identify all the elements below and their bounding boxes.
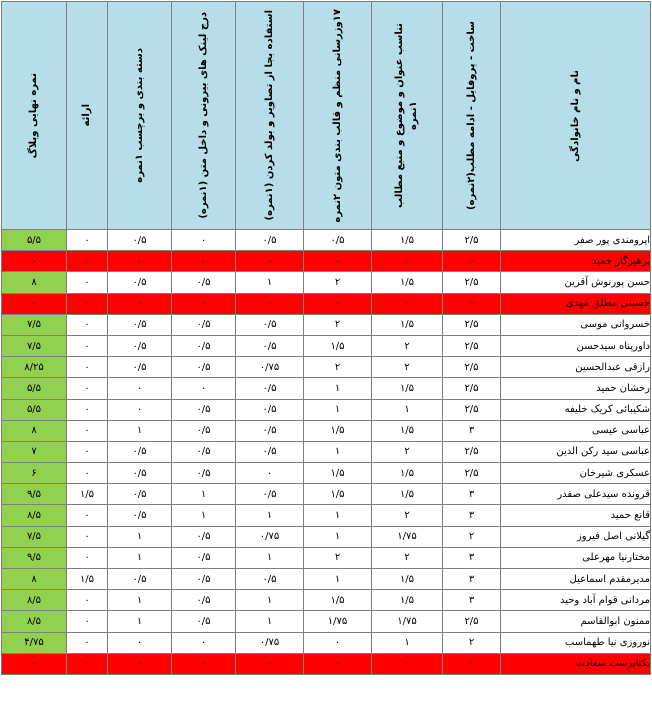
cell-name: شکیبائی کریک خلیفه: [501, 399, 651, 420]
cell-build: -: [443, 251, 501, 272]
cell-tags: ۱: [108, 590, 172, 611]
col-header-tags: [108, 2, 172, 230]
cell-links: ۰/۵: [172, 399, 236, 420]
cell-presentation: -: [67, 251, 108, 272]
cell-name: عباسی سید رکن الدین: [501, 441, 651, 462]
cell-build: ۲/۵: [443, 463, 501, 484]
cell-tags: ۰: [108, 632, 172, 653]
col-header-images-text: استفاده بجا از تصاویر و بولد کردن (۱نمره): [263, 10, 275, 221]
cell-links: -: [172, 251, 236, 272]
cell-links: -: [172, 293, 236, 314]
cell-final: ۸: [2, 569, 67, 590]
cell-presentation: ۱/۵: [67, 484, 108, 505]
cell-images: ۰: [236, 463, 304, 484]
cell-final: ۸/۲۵: [2, 357, 67, 378]
cell-tags: ۱: [108, 420, 172, 441]
cell-presentation: -: [67, 293, 108, 314]
cell-build: -: [443, 293, 501, 314]
cell-tags: ۱: [108, 547, 172, 568]
cell-relevance: ۱/۵: [372, 463, 443, 484]
cell-images: -: [236, 653, 304, 674]
cell-links: ۰/۵: [172, 611, 236, 632]
cell-name: مردانی قوام آباد وحید: [501, 590, 651, 611]
cell-final: ۹/۵: [2, 484, 67, 505]
cell-presentation: ۰: [67, 441, 108, 462]
cell-relevance: ۲: [372, 441, 443, 462]
cell-links: ۰/۵: [172, 547, 236, 568]
cell-final: ۸: [2, 420, 67, 441]
cell-presentation: ۰: [67, 611, 108, 632]
table-row: [2, 314, 651, 335]
cell-presentation: -: [67, 653, 108, 674]
table-row: [2, 569, 651, 590]
cell-name: پرهیزگار حمید: [501, 251, 651, 272]
cell-images: ۱: [236, 272, 304, 293]
cell-name: ممنون ابوالقاسم: [501, 611, 651, 632]
cell-links: ۰/۵: [172, 420, 236, 441]
cell-presentation: ۰: [67, 420, 108, 441]
cell-tags: ۰: [108, 378, 172, 399]
cell-final: -: [2, 653, 67, 674]
cell-relevance: ۲: [372, 357, 443, 378]
col-header-presentation: [67, 2, 108, 230]
cell-update: ۱: [304, 526, 372, 547]
cell-build: ۳: [443, 590, 501, 611]
cell-update: ۱/۵: [304, 463, 372, 484]
cell-name: عباسی عیسی: [501, 420, 651, 441]
cell-build: ۲/۵: [443, 272, 501, 293]
cell-update: ۱: [304, 441, 372, 462]
cell-build: ۲/۵: [443, 399, 501, 420]
cell-tags: ۱: [108, 526, 172, 547]
cell-relevance: ۱/۵: [372, 590, 443, 611]
col-header-links-text: درج لینک های بیرونی و داخل متن (۱نمره): [197, 12, 209, 219]
table-row: [2, 505, 651, 526]
cell-name: قانع حمید: [501, 505, 651, 526]
cell-presentation: ۰: [67, 357, 108, 378]
cell-build: ۳: [443, 547, 501, 568]
cell-tags: ۰/۵: [108, 463, 172, 484]
table-row: [2, 632, 651, 653]
table-row: [2, 272, 651, 293]
cell-links: ۰: [172, 230, 236, 251]
table-row: [2, 547, 651, 568]
cell-name: مختارنیا مهرعلی: [501, 547, 651, 568]
cell-name: رخشان حمید: [501, 378, 651, 399]
cell-images: ۰/۵: [236, 399, 304, 420]
cell-final: -: [2, 293, 67, 314]
cell-update: ۲: [304, 357, 372, 378]
table-row: [2, 399, 651, 420]
table-row: [2, 378, 651, 399]
table-row: [2, 230, 651, 251]
cell-update: ۱/۵: [304, 420, 372, 441]
cell-presentation: ۰: [67, 547, 108, 568]
table-row: [2, 335, 651, 356]
cell-links: ۰/۵: [172, 357, 236, 378]
cell-name: عسکری شیرخان: [501, 463, 651, 484]
cell-links: -: [172, 653, 236, 674]
cell-tags: -: [108, 251, 172, 272]
cell-images: ۰/۵: [236, 484, 304, 505]
cell-relevance: ۱/۵: [372, 314, 443, 335]
cell-links: ۰/۵: [172, 314, 236, 335]
cell-update: ۲: [304, 272, 372, 293]
cell-tags: ۰/۵: [108, 272, 172, 293]
cell-presentation: ۰: [67, 505, 108, 526]
cell-update: -: [304, 251, 372, 272]
cell-build: ۲/۵: [443, 314, 501, 335]
cell-name: نوروزی نیا طهماسب: [501, 632, 651, 653]
cell-links: ۱: [172, 505, 236, 526]
cell-relevance: ۲: [372, 547, 443, 568]
cell-update: ۰/۵: [304, 230, 372, 251]
cell-relevance: ۱/۵: [372, 569, 443, 590]
cell-links: ۰: [172, 378, 236, 399]
table-row: [2, 611, 651, 632]
col-header-final: [2, 2, 67, 230]
cell-build: ۲/۵: [443, 357, 501, 378]
cell-tags: ۰: [108, 399, 172, 420]
cell-final: ۸/۵: [2, 611, 67, 632]
cell-tags: ۰/۵: [108, 441, 172, 462]
cell-relevance: -: [372, 653, 443, 674]
cell-tags: ۰/۵: [108, 314, 172, 335]
cell-tags: ۰/۵: [108, 505, 172, 526]
cell-update: ۱/۷۵: [304, 611, 372, 632]
cell-update: ۱/۵: [304, 335, 372, 356]
cell-presentation: ۱/۵: [67, 569, 108, 590]
cell-tags: ۰/۵: [108, 357, 172, 378]
cell-final: ۵/۵: [2, 230, 67, 251]
cell-relevance: ۱/۷۵: [372, 526, 443, 547]
cell-presentation: ۰: [67, 272, 108, 293]
table-row: [2, 293, 651, 314]
cell-update: ۱/۵: [304, 484, 372, 505]
cell-tags: ۰/۵: [108, 335, 172, 356]
cell-images: ۱: [236, 590, 304, 611]
cell-final: ۴/۷۵: [2, 632, 67, 653]
header-row: [2, 2, 651, 230]
cell-presentation: ۰: [67, 378, 108, 399]
col-header-build: [443, 2, 501, 230]
cell-final: ۵/۵: [2, 399, 67, 420]
cell-tags: ۰/۵: [108, 230, 172, 251]
cell-relevance: ۱/۷۵: [372, 611, 443, 632]
col-header-name-text: نام و نام خانوادگی: [569, 69, 581, 162]
col-header-name: [501, 2, 651, 230]
cell-build: ۳: [443, 505, 501, 526]
cell-images: ۰/۵: [236, 378, 304, 399]
table-row: [2, 653, 651, 674]
cell-relevance: ۱/۵: [372, 484, 443, 505]
col-header-final-text: نمره نهایی وبلاگ: [28, 72, 39, 159]
cell-images: ۰/۷۵: [236, 632, 304, 653]
cell-links: ۰/۵: [172, 526, 236, 547]
cell-links: ۰/۵: [172, 272, 236, 293]
cell-update: ۰: [304, 632, 372, 653]
cell-final: ۶: [2, 463, 67, 484]
cell-final: ۷/۵: [2, 335, 67, 356]
cell-final: ۹/۵: [2, 547, 67, 568]
cell-build: ۲/۵: [443, 335, 501, 356]
cell-presentation: ۰: [67, 399, 108, 420]
table-body: [2, 230, 651, 675]
cell-relevance: ۱: [372, 399, 443, 420]
cell-build: ۲/۵: [443, 611, 501, 632]
cell-name: حسن پورنوش آقرین: [501, 272, 651, 293]
cell-update: ۱: [304, 378, 372, 399]
cell-tags: ۱: [108, 611, 172, 632]
cell-presentation: ۰: [67, 632, 108, 653]
cell-build: ۳: [443, 569, 501, 590]
cell-images: ۰/۵: [236, 314, 304, 335]
cell-name: داورپناه سیدحسن: [501, 335, 651, 356]
cell-build: ۲/۵: [443, 441, 501, 462]
table-row: [2, 441, 651, 462]
cell-name: حسینی مطلق مهدی: [501, 293, 651, 314]
cell-links: ۰/۵: [172, 590, 236, 611]
cell-update: ۲: [304, 314, 372, 335]
cell-links: ۰: [172, 632, 236, 653]
cell-relevance: -: [372, 251, 443, 272]
cell-images: ۱: [236, 547, 304, 568]
cell-final: ۵/۵: [2, 378, 67, 399]
cell-final: ۸/۵: [2, 505, 67, 526]
cell-relevance: ۱/۵: [372, 378, 443, 399]
cell-build: -: [443, 653, 501, 674]
cell-presentation: ۰: [67, 230, 108, 251]
cell-name: گیلانی اصل فیروز: [501, 526, 651, 547]
cell-tags: ۰/۵: [108, 484, 172, 505]
cell-name: ایرومندی پور صفر: [501, 230, 651, 251]
col-header-update-text: ۱۷وزرسانی منظم و قالب بندی متون ۲نمره: [331, 8, 343, 223]
cell-presentation: ۰: [67, 463, 108, 484]
cell-update: -: [304, 293, 372, 314]
cell-build: ۲: [443, 632, 501, 653]
cell-presentation: ۰: [67, 526, 108, 547]
col-header-relevance: [372, 2, 443, 230]
cell-final: ۸/۵: [2, 590, 67, 611]
cell-name: یکتاپرست سعادت: [501, 653, 651, 674]
cell-relevance: ۱: [372, 632, 443, 653]
col-header-update: [304, 2, 372, 230]
cell-name: مدیرمقدم اسماعیل: [501, 569, 651, 590]
cell-links: ۰/۵: [172, 335, 236, 356]
cell-images: -: [236, 293, 304, 314]
table-row: [2, 590, 651, 611]
cell-tags: -: [108, 293, 172, 314]
col-header-links: [172, 2, 236, 230]
cell-links: ۰/۵: [172, 441, 236, 462]
cell-update: ۱: [304, 505, 372, 526]
cell-images: ۱: [236, 611, 304, 632]
cell-images: ۰/۷۵: [236, 357, 304, 378]
cell-images: ۰/۵: [236, 569, 304, 590]
cell-images: ۰/۷۵: [236, 526, 304, 547]
col-header-relevance-text: تناسب عنوان و موضوع و منبع مطالب ۱نمره: [394, 23, 419, 208]
cell-relevance: ۱/۵: [372, 230, 443, 251]
cell-links: ۰/۵: [172, 463, 236, 484]
cell-presentation: ۰: [67, 335, 108, 356]
cell-final: ۷/۵: [2, 314, 67, 335]
table-row: [2, 526, 651, 547]
col-header-build-text: ساخت - پروفایل - ادامه مطلب(۲نمره): [465, 21, 477, 210]
cell-build: ۲/۵: [443, 378, 501, 399]
cell-name: رازقی عبدالحسین: [501, 357, 651, 378]
cell-update: ۱: [304, 569, 372, 590]
cell-images: ۰/۵: [236, 441, 304, 462]
cell-relevance: ۲: [372, 505, 443, 526]
cell-images: ۰/۵: [236, 420, 304, 441]
cell-images: ۰/۵: [236, 335, 304, 356]
cell-links: ۱: [172, 484, 236, 505]
grades-table: [1, 1, 651, 675]
cell-images: ۰/۵: [236, 230, 304, 251]
table-row: [2, 484, 651, 505]
table-row: [2, 251, 651, 272]
cell-images: -: [236, 251, 304, 272]
cell-images: ۱: [236, 505, 304, 526]
cell-final: -: [2, 251, 67, 272]
cell-build: ۲: [443, 526, 501, 547]
cell-build: ۳: [443, 484, 501, 505]
cell-build: ۲/۵: [443, 230, 501, 251]
cell-name: خسروانی موسی: [501, 314, 651, 335]
cell-relevance: -: [372, 293, 443, 314]
col-header-images: [236, 2, 304, 230]
cell-presentation: ۰: [67, 590, 108, 611]
cell-update: -: [304, 653, 372, 674]
table-row: [2, 357, 651, 378]
cell-name: قرونده سیدعلی صفدر: [501, 484, 651, 505]
cell-final: ۷/۵: [2, 526, 67, 547]
cell-update: ۱: [304, 399, 372, 420]
cell-tags: ۰/۵: [108, 569, 172, 590]
cell-final: ۸: [2, 272, 67, 293]
cell-final: ۷: [2, 441, 67, 462]
cell-presentation: ۰: [67, 314, 108, 335]
cell-update: ۲: [304, 547, 372, 568]
cell-links: ۰/۵: [172, 569, 236, 590]
cell-build: ۳: [443, 420, 501, 441]
table-row: [2, 420, 651, 441]
cell-relevance: ۱/۵: [372, 420, 443, 441]
cell-relevance: ۲: [372, 335, 443, 356]
cell-update: ۱/۵: [304, 590, 372, 611]
col-header-presentation-text: ارائه: [81, 104, 92, 127]
cell-tags: -: [108, 653, 172, 674]
table-row: [2, 463, 651, 484]
cell-relevance: ۱/۵: [372, 272, 443, 293]
col-header-tags-text: دسته بندی و برچسب ۱نمره: [133, 48, 145, 183]
